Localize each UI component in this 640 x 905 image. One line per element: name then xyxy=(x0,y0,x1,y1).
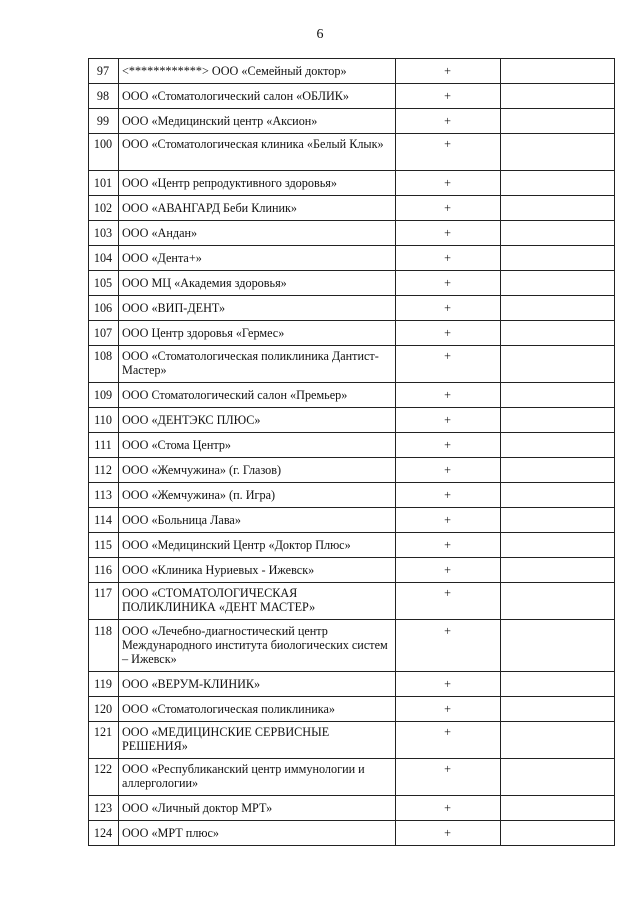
table-row xyxy=(89,697,615,722)
row-number-text: 100 xyxy=(93,137,113,151)
plus-mark-cell xyxy=(396,433,501,458)
table-row xyxy=(89,672,615,697)
plus-mark-cell xyxy=(396,533,501,558)
row-number-text: 106 xyxy=(93,301,113,315)
empty-cell xyxy=(501,620,615,672)
table-row xyxy=(89,558,615,583)
organization-name-text: ООО Центр здоровья «Гермес» xyxy=(122,326,285,340)
empty-cell xyxy=(501,821,615,846)
table-row xyxy=(89,84,615,109)
table-row xyxy=(89,533,615,558)
organization-name-cell xyxy=(119,109,396,134)
row-number-text: 120 xyxy=(93,702,113,716)
plus-mark-text: + xyxy=(444,89,451,103)
empty-cell xyxy=(501,533,615,558)
organization-name-text: ООО «ДЕНТЭКС ПЛЮС» xyxy=(122,413,261,427)
row-number-cell xyxy=(89,458,119,483)
organization-name-cell xyxy=(119,533,396,558)
empty-cell xyxy=(501,796,615,821)
empty-cell xyxy=(501,221,615,246)
plus-mark-text: + xyxy=(444,438,451,452)
organization-name-cell xyxy=(119,821,396,846)
plus-mark-text: + xyxy=(444,326,451,340)
empty-cell xyxy=(501,508,615,533)
row-number-text: 110 xyxy=(94,413,112,427)
row-number-cell xyxy=(89,722,119,759)
table-row xyxy=(89,583,615,620)
row-number-cell xyxy=(89,383,119,408)
plus-mark-cell xyxy=(396,672,501,697)
row-number-cell xyxy=(89,109,119,134)
row-number-cell xyxy=(89,821,119,846)
plus-mark-cell xyxy=(396,59,501,84)
row-number-cell xyxy=(89,296,119,321)
organization-name-text: ООО «Стоматологическая поликлиника Дантист-Мастер» xyxy=(122,349,379,377)
table-row xyxy=(89,383,615,408)
plus-mark-cell xyxy=(396,321,501,346)
row-number-cell xyxy=(89,408,119,433)
row-number-cell xyxy=(89,171,119,196)
organization-name-text: ООО «Медицинский Центр «Доктор Плюс» xyxy=(122,538,351,552)
plus-mark-text: + xyxy=(444,114,451,128)
table-row xyxy=(89,271,615,296)
plus-mark-cell xyxy=(396,759,501,796)
plus-mark-cell xyxy=(396,346,501,383)
row-number-text: 107 xyxy=(93,326,113,340)
organization-name-cell xyxy=(119,171,396,196)
plus-mark-text: + xyxy=(444,801,451,815)
plus-mark-cell xyxy=(396,508,501,533)
table-row xyxy=(89,134,615,171)
organization-name-text: ООО «Стоматологическая поликлиника» xyxy=(122,702,335,716)
organization-name-text: ООО МЦ «Академия здоровья» xyxy=(122,276,287,290)
empty-cell xyxy=(501,383,615,408)
organizations-table xyxy=(88,58,615,846)
organization-name-cell xyxy=(119,697,396,722)
plus-mark-text: + xyxy=(444,226,451,240)
row-number-text: 124 xyxy=(93,826,113,840)
empty-cell xyxy=(501,134,615,171)
plus-mark-text: + xyxy=(444,513,451,527)
organization-name-cell xyxy=(119,346,396,383)
row-number-cell xyxy=(89,533,119,558)
table-row xyxy=(89,796,615,821)
table-row xyxy=(89,296,615,321)
row-number-text: 108 xyxy=(93,349,113,363)
row-number-cell xyxy=(89,59,119,84)
row-number-cell xyxy=(89,672,119,697)
organization-name-cell xyxy=(119,508,396,533)
plus-mark-text: + xyxy=(444,413,451,427)
plus-mark-text: + xyxy=(444,251,451,265)
plus-mark-cell xyxy=(396,722,501,759)
row-number-cell xyxy=(89,433,119,458)
row-number-cell xyxy=(89,321,119,346)
row-number-text: 113 xyxy=(94,488,112,502)
plus-mark-cell xyxy=(396,134,501,171)
row-number-cell xyxy=(89,246,119,271)
empty-cell xyxy=(501,433,615,458)
plus-mark-cell xyxy=(396,109,501,134)
row-number-text: 116 xyxy=(94,563,112,577)
table-row xyxy=(89,458,615,483)
row-number-cell xyxy=(89,271,119,296)
plus-mark-cell xyxy=(396,246,501,271)
table-row xyxy=(89,221,615,246)
row-number-cell xyxy=(89,221,119,246)
organization-name-cell xyxy=(119,558,396,583)
empty-cell xyxy=(501,558,615,583)
empty-cell xyxy=(501,458,615,483)
empty-cell xyxy=(501,346,615,383)
empty-cell xyxy=(501,84,615,109)
organization-name-text: ООО «Лечебно-диагностический центр Международного института биологических систем – Ижевск» xyxy=(122,624,388,666)
empty-cell xyxy=(501,271,615,296)
row-number-text: 99 xyxy=(96,114,110,128)
organization-name-text: ООО «МРТ плюс» xyxy=(122,826,220,840)
organization-name-text: ООО «Больница Лава» xyxy=(122,513,241,527)
plus-mark-cell xyxy=(396,221,501,246)
row-number-text: 97 xyxy=(96,64,110,78)
organization-name-text: ООО «Центр репродуктивного здоровья» xyxy=(122,176,337,190)
empty-cell xyxy=(501,296,615,321)
plus-mark-cell xyxy=(396,271,501,296)
row-number-text: 105 xyxy=(93,276,113,290)
organization-name-text: ООО «МЕДИЦИНСКИЕ СЕРВИСНЫЕ РЕШЕНИЯ» xyxy=(122,725,330,753)
organization-name-cell xyxy=(119,620,396,672)
organization-name-cell xyxy=(119,221,396,246)
plus-mark-text: + xyxy=(444,488,451,502)
table-row xyxy=(89,246,615,271)
plus-mark-text: + xyxy=(444,538,451,552)
table-row xyxy=(89,508,615,533)
empty-cell xyxy=(501,483,615,508)
table-row xyxy=(89,722,615,759)
row-number-text: 103 xyxy=(93,226,113,240)
organization-name-cell xyxy=(119,59,396,84)
row-number-text: 114 xyxy=(94,513,112,527)
table-body xyxy=(89,59,615,846)
row-number-cell xyxy=(89,620,119,672)
table-row xyxy=(89,821,615,846)
organization-name-cell xyxy=(119,433,396,458)
empty-cell xyxy=(501,59,615,84)
table-row xyxy=(89,196,615,221)
plus-mark-cell xyxy=(396,408,501,433)
row-number-cell xyxy=(89,583,119,620)
row-number-cell xyxy=(89,483,119,508)
plus-mark-cell xyxy=(396,796,501,821)
organization-name-text: ООО «ВЕРУМ-КЛИНИК» xyxy=(122,677,261,691)
row-number-text: 102 xyxy=(93,201,113,215)
row-number-text: 98 xyxy=(96,89,110,103)
plus-mark-cell xyxy=(396,697,501,722)
empty-cell xyxy=(501,109,615,134)
row-number-cell xyxy=(89,134,119,171)
empty-cell xyxy=(501,759,615,796)
plus-mark-text: + xyxy=(444,586,451,600)
empty-cell xyxy=(501,583,615,620)
plus-mark-cell xyxy=(396,558,501,583)
organization-name-text: ООО «Республиканский центр иммунологии и аллергологии» xyxy=(122,762,365,790)
organization-name-text: ООО «Клиника Нуриевых - Ижевск» xyxy=(122,563,315,577)
plus-mark-text: + xyxy=(444,725,451,739)
organization-name-text: ООО «Стоматологический салон «ОБЛИК» xyxy=(122,89,350,103)
organization-name-text: ООО «Стоматологическая клиника «Белый Клык» xyxy=(122,137,384,151)
organization-name-text: ООО «АВАНГАРД Беби Клиник» xyxy=(122,201,298,215)
organization-name-cell xyxy=(119,796,396,821)
table-row xyxy=(89,759,615,796)
empty-cell xyxy=(501,672,615,697)
plus-mark-cell xyxy=(396,620,501,672)
table-row xyxy=(89,433,615,458)
empty-cell xyxy=(501,246,615,271)
row-number-cell xyxy=(89,759,119,796)
organization-name-cell xyxy=(119,321,396,346)
organization-name-text: ООО «Личный доктор МРТ» xyxy=(122,801,273,815)
plus-mark-text: + xyxy=(444,463,451,477)
plus-mark-text: + xyxy=(444,276,451,290)
row-number-cell xyxy=(89,84,119,109)
row-number-text: 118 xyxy=(94,624,112,638)
empty-cell xyxy=(501,722,615,759)
row-number-cell xyxy=(89,346,119,383)
organization-name-text: ООО «СТОМАТОЛОГИЧЕСКАЯ ПОЛИКЛИНИКА «ДЕНТ МАСТЕР» xyxy=(122,586,316,614)
plus-mark-text: + xyxy=(444,388,451,402)
row-number-text: 101 xyxy=(93,176,113,190)
plus-mark-text: + xyxy=(444,624,451,638)
plus-mark-cell xyxy=(396,483,501,508)
organization-name-cell xyxy=(119,483,396,508)
plus-mark-text: + xyxy=(444,826,451,840)
row-number-text: 119 xyxy=(94,677,112,691)
empty-cell xyxy=(501,196,615,221)
organization-name-cell xyxy=(119,196,396,221)
empty-cell xyxy=(501,408,615,433)
row-number-text: 121 xyxy=(93,725,113,739)
row-number-text: 122 xyxy=(93,762,113,776)
row-number-cell xyxy=(89,508,119,533)
plus-mark-cell xyxy=(396,84,501,109)
organization-name-cell xyxy=(119,246,396,271)
organization-name-cell xyxy=(119,583,396,620)
row-number-cell xyxy=(89,796,119,821)
plus-mark-text: + xyxy=(444,137,451,151)
table-row xyxy=(89,408,615,433)
table-row xyxy=(89,59,615,84)
empty-cell xyxy=(501,697,615,722)
plus-mark-cell xyxy=(396,296,501,321)
organization-name-cell xyxy=(119,759,396,796)
row-number-text: 112 xyxy=(94,463,112,477)
row-number-text: 123 xyxy=(93,801,113,815)
organization-name-cell xyxy=(119,271,396,296)
table-row xyxy=(89,109,615,134)
plus-mark-text: + xyxy=(444,176,451,190)
plus-mark-text: + xyxy=(444,349,451,363)
organization-name-cell xyxy=(119,84,396,109)
organization-name-text: ООО «Медицинский центр «Аксион» xyxy=(122,114,318,128)
organization-name-text: ООО «ВИП-ДЕНТ» xyxy=(122,301,226,315)
row-number-cell xyxy=(89,697,119,722)
row-number-cell xyxy=(89,196,119,221)
table-row xyxy=(89,620,615,672)
plus-mark-text: + xyxy=(444,201,451,215)
organization-name-cell xyxy=(119,408,396,433)
plus-mark-cell xyxy=(396,583,501,620)
row-number-text: 115 xyxy=(94,538,112,552)
organization-name-text: ООО «Стома Центр» xyxy=(122,438,232,452)
organization-name-text: ООО Стоматологический салон «Премьер» xyxy=(122,388,348,402)
row-number-text: 117 xyxy=(94,586,112,600)
plus-mark-text: + xyxy=(444,563,451,577)
plus-mark-text: + xyxy=(444,677,451,691)
organization-name-cell xyxy=(119,722,396,759)
plus-mark-text: + xyxy=(444,64,451,78)
organization-name-text: ООО «Дента+» xyxy=(122,251,202,265)
plus-mark-text: + xyxy=(444,762,451,776)
plus-mark-cell xyxy=(396,821,501,846)
plus-mark-text: + xyxy=(444,301,451,315)
row-number-text: 111 xyxy=(94,438,112,452)
table-row xyxy=(89,321,615,346)
table-row xyxy=(89,171,615,196)
organization-name-text: ООО «Андан» xyxy=(122,226,198,240)
row-number-cell xyxy=(89,558,119,583)
plus-mark-text: + xyxy=(444,702,451,716)
empty-cell xyxy=(501,171,615,196)
plus-mark-cell xyxy=(396,171,501,196)
organization-name-cell xyxy=(119,458,396,483)
empty-cell xyxy=(501,321,615,346)
page-number: 6 xyxy=(316,27,324,42)
organization-name-text: ООО «Жемчужина» (г. Глазов) xyxy=(122,463,282,477)
row-number-text: 109 xyxy=(93,388,113,402)
organization-name-cell xyxy=(119,383,396,408)
row-number-text: 104 xyxy=(93,251,113,265)
plus-mark-cell xyxy=(396,383,501,408)
plus-mark-cell xyxy=(396,458,501,483)
table-row xyxy=(89,483,615,508)
organization-name-text: ООО «Жемчужина» (п. Игра) xyxy=(122,488,276,502)
organization-name-text: <************> ООО «Семейный доктор» xyxy=(122,64,347,78)
plus-mark-cell xyxy=(396,196,501,221)
organization-name-cell xyxy=(119,296,396,321)
organization-name-cell xyxy=(119,672,396,697)
table-row xyxy=(89,346,615,383)
organization-name-cell xyxy=(119,134,396,171)
